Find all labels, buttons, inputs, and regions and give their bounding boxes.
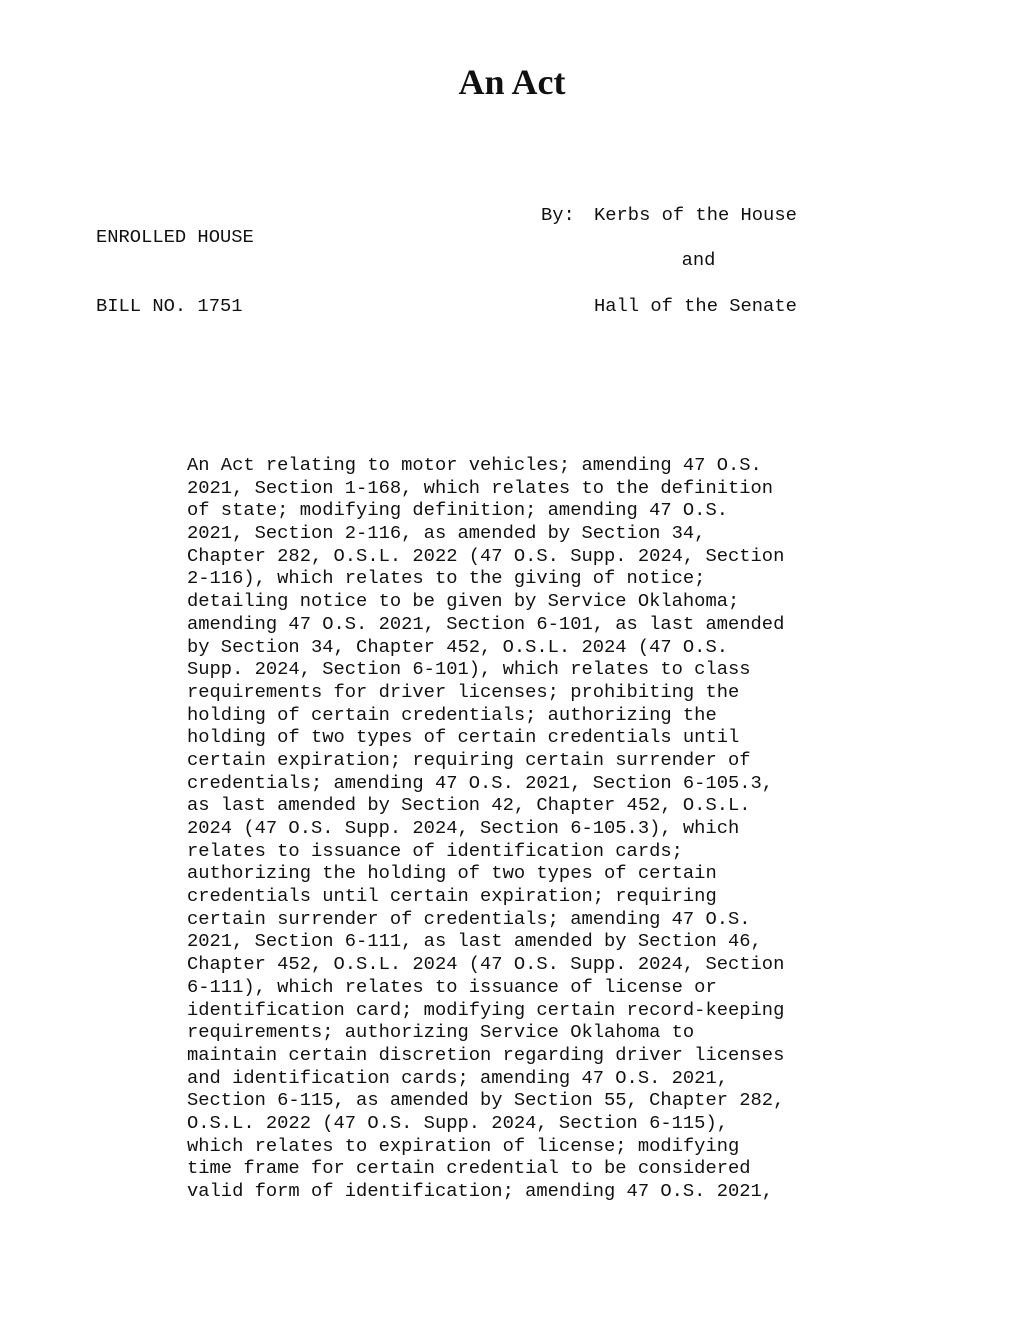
summary-line: credentials; amending 47 O.S. 2021, Section 6-105.3, (187, 771, 774, 794)
summary-line: certain surrender of credentials; amending 47 O.S. (187, 907, 751, 930)
summary-line: Chapter 452, O.S.L. 2024 (47 O.S. Supp. 2024, Section (187, 953, 785, 976)
bill-id-line-2: BILL NO. 1751 (96, 294, 243, 317)
summary-line: 2021, Section 2-116, as amended by Section 34, (187, 522, 706, 545)
summary-line: credentials until certain expiration; requiring (187, 885, 717, 908)
summary-line: O.S.L. 2022 (47 O.S. Supp. 2024, Section 6-115), (187, 1111, 728, 1134)
summary-line: 6-111), which relates to issuance of license or (187, 975, 717, 998)
bill-summary (187, 454, 784, 1203)
summary-line: maintain certain discretion regarding driver licenses (187, 1043, 785, 1066)
summary-line: requirements for driver licenses; prohibiting the (187, 680, 740, 703)
summary-line: of state; modifying definition; amending 47 O.S. (187, 499, 728, 522)
senate-sponsor: Hall of the Senate (594, 295, 797, 317)
summary-line: 2024 (47 O.S. Supp. 2024, Section 6-105.3), which (187, 817, 740, 839)
summary-line: by Section 34, Chapter 452, O.S.L. 2024 (47 O.S. (187, 635, 728, 658)
summary-line: holding of certain credentials; authorizing the (187, 703, 717, 726)
document-title: An Act (458, 62, 566, 102)
summary-line: detailing notice to be given by Service Oklahoma; (187, 590, 740, 613)
summary-line: relates to issuance of identification cards; (187, 839, 683, 862)
summary-line: time frame for certain credential to be considered (187, 1157, 751, 1180)
sponsor-conjunction: and (681, 249, 716, 271)
summary-line: 2021, Section 6-111, as last amended by Section 46, (187, 930, 762, 953)
summary-line: amending 47 O.S. 2021, Section 6-101, as last amended (187, 612, 785, 635)
summary-line: 2021, Section 1-168, which relates to the definition (187, 476, 774, 499)
summary-line: Chapter 282, O.S.L. 2022 (47 O.S. Supp. 2024, Section (187, 544, 785, 567)
summary-line: certain expiration; requiring certain surrender of (187, 748, 751, 771)
summary-line: requirements; authorizing Service Oklahoma to (187, 1021, 695, 1044)
summary-line: An Act relating to motor vehicles; amending 47 O.S. (187, 454, 762, 476)
summary-line: Supp. 2024, Section 6-101), which relates to class (187, 658, 751, 681)
summary-line: which relates to expiration of license; modifying (187, 1134, 740, 1157)
summary-line: valid form of identification; amending 47 O.S. 2021, (187, 1180, 774, 1202)
summary-line: identification card; modifying certain record-keeping (187, 998, 785, 1021)
summary-line: holding of two types of certain credentials until (187, 726, 740, 749)
summary-line: 2-116), which relates to the giving of notice; (187, 567, 706, 590)
summary-line: Section 6-115, as amended by Section 55, Chapter 282, (187, 1089, 785, 1112)
bill-id-line-1: ENROLLED HOUSE (96, 226, 254, 249)
summary-line: and identification cards; amending 47 O.S. 2021, (187, 1066, 728, 1089)
summary-line: authorizing the holding of two types of certain (187, 862, 717, 885)
house-sponsor: Kerbs of the House (594, 204, 797, 226)
sponsor-by-label: By: (541, 204, 575, 226)
summary-line: as last amended by Section 42, Chapter 452, O.S.L. (187, 794, 751, 817)
